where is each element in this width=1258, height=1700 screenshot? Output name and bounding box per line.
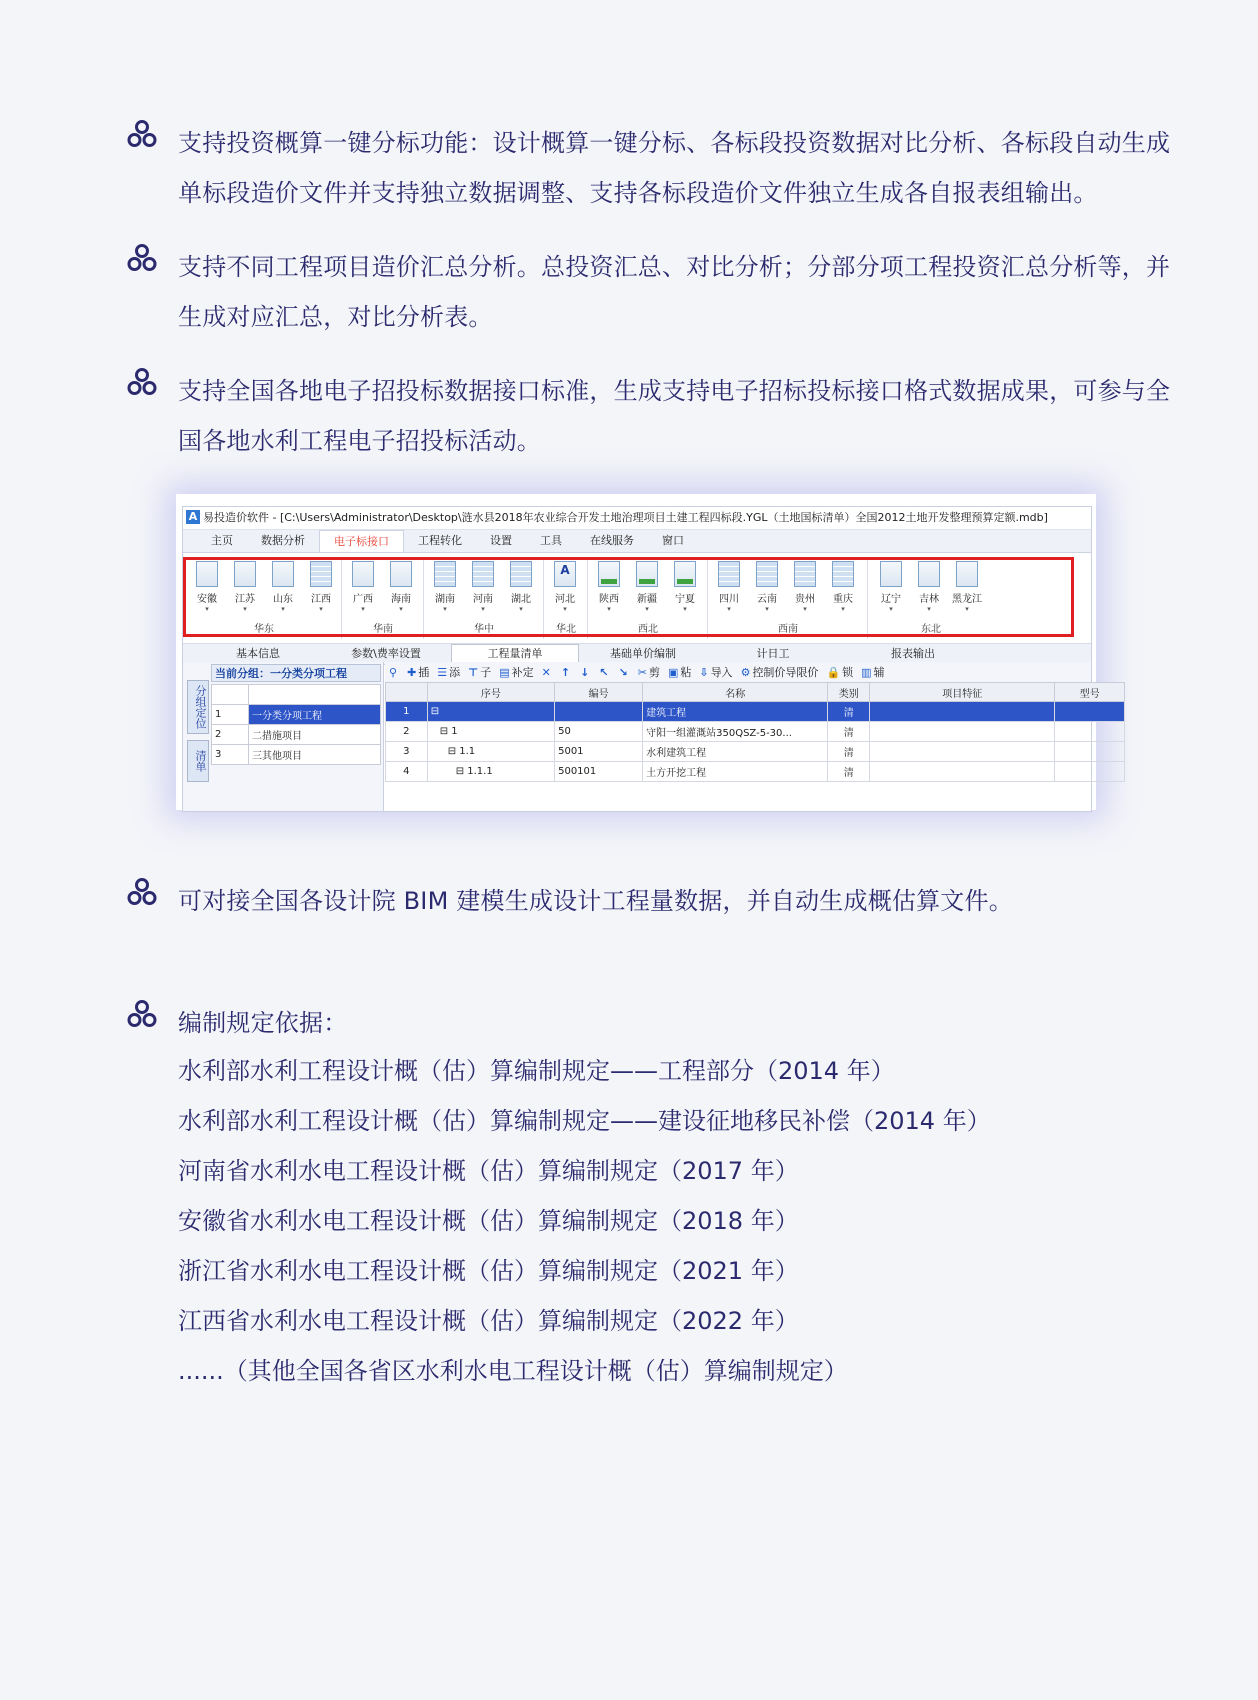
tab-basic-info[interactable]: 基本信息 — [236, 647, 280, 660]
region-button[interactable]: 山东 ▾ — [265, 561, 301, 613]
cluster-icon — [126, 876, 158, 908]
feature-item — [126, 366, 1186, 466]
delete-icon[interactable]: ✕ — [541, 665, 551, 679]
tab-unit-price[interactable]: 基础单价编制 — [610, 647, 676, 660]
feature-item — [126, 876, 1186, 926]
window-title: 易投造价软件 - [C:\Users\Administrator\Desktop\涟水县2018年农业综合开发土地治理项目土建工程四标段.YGL（土地国标清单）全国2012土地开发整理预算定额.mdb] — [203, 511, 1048, 524]
import-button[interactable]: ⇩ 导入 — [699, 666, 733, 679]
cluster-icon — [126, 118, 158, 150]
group-label: 华北 — [556, 624, 576, 635]
tab-group-locate[interactable]: 分组定位 — [187, 680, 209, 734]
feature-text: 可对接全国各设计院 BIM 建模生成设计工程量数据，并自动生成概估算文件。 — [178, 887, 1013, 915]
lock-button[interactable]: 🔒 锁 — [826, 666, 854, 679]
table-row[interactable]: 3 ⊟ 1.1 5001 水利建筑工程 清 — [386, 742, 1125, 762]
region-button[interactable]: 重庆 ▾ — [825, 561, 861, 613]
basis-item: 浙江省水利水电工程设计概（估）算编制规定（2021 年） — [178, 1257, 799, 1285]
menu-window[interactable]: 窗口 — [662, 534, 684, 547]
table-header: 序号 编号 名称 类别 项目特征 型号 — [386, 683, 1125, 702]
cut-button[interactable]: ✂ 剪 — [637, 666, 660, 679]
region-button[interactable]: 新疆 ▾ — [629, 561, 665, 613]
toolbar — [385, 662, 1091, 683]
table-row[interactable]: 3 三其他项目 — [212, 745, 381, 765]
region-button[interactable]: 江苏 ▾ — [227, 561, 263, 613]
menu-online-service[interactable]: 在线服务 — [590, 534, 634, 547]
indent-icon[interactable]: ↘ — [618, 665, 628, 679]
current-group-header: 当前分组：一分类分项工程 — [211, 664, 381, 682]
region-button[interactable]: 江西 ▾ — [303, 561, 339, 613]
child-button[interactable]: ⊤ 子 — [468, 666, 492, 679]
cluster-icon — [126, 242, 158, 274]
table-row[interactable]: 2 ⊟ 1 50 守阳一组灌溉站350QSZ-5-30... 清 — [386, 722, 1125, 742]
table-row[interactable]: 1 ⊟ 建筑工程 清 — [386, 702, 1125, 722]
region-button[interactable]: 广西 ▾ — [345, 561, 381, 613]
table-row[interactable]: 1 一分类分项工程 — [212, 705, 381, 725]
region-button[interactable]: 云南 ▾ — [749, 561, 785, 613]
group-label: 东北 — [921, 624, 941, 635]
basis-item: 安徽省水利水电工程设计概（估）算编制规定（2018 年） — [178, 1207, 799, 1235]
tab-bill-quantities[interactable]: 工程量清单 — [451, 644, 579, 663]
move-down-icon[interactable]: ↓ — [580, 665, 590, 679]
basis-item: 水利部水利工程设计概（估）算编制规定——建设征地移民补偿（2014 年） — [178, 1107, 991, 1135]
menu-e-bid-interface[interactable]: 电子标接口 — [319, 530, 404, 552]
feature-text: 编制规定依据： — [178, 1009, 348, 1037]
region-button[interactable]: 四川 ▾ — [711, 561, 747, 613]
region-button[interactable]: 河南 ▾ — [465, 561, 501, 613]
region-button[interactable]: A 河北 ▾ — [555, 563, 575, 613]
feature-text: 支持投资概算一键分标功能：设计概算一键分标、各标段投资数据对比分析、各标段自动生成单标段造价文件并支持独立数据调整、支持各标段造价文件独立生成各自报表组输出。 — [178, 129, 1171, 207]
menu-project-convert[interactable]: 工程转化 — [418, 534, 462, 547]
group-label: 华南 — [373, 624, 393, 635]
region-button[interactable]: 宁夏 ▾ — [667, 561, 703, 613]
ribbon — [183, 553, 1091, 644]
feature-item — [126, 998, 1186, 1048]
table-row[interactable]: 2 二措施项目 — [212, 725, 381, 745]
menu-bar — [183, 530, 1091, 553]
workspace — [183, 662, 1100, 811]
basis-item: 水利部水利工程设计概（估）算编制规定——工程部分（2014 年） — [178, 1057, 895, 1085]
add-button[interactable]: ☰ 添 — [437, 666, 461, 679]
region-button[interactable]: 湖北 ▾ — [503, 561, 539, 613]
group-panel — [183, 662, 384, 811]
feature-item — [126, 242, 1186, 342]
region-button[interactable]: 黑龙江 ▾ — [949, 561, 985, 613]
text-a-icon: A — [554, 561, 576, 587]
region-button[interactable]: 安徽 ▾ — [189, 561, 225, 613]
insert-button[interactable]: ✚ 插 — [407, 666, 430, 679]
menu-data-analysis[interactable]: 数据分析 — [261, 534, 305, 547]
price-limit-button[interactable]: ⚙ 控制价导限价 — [740, 666, 819, 679]
highlight-frame — [183, 557, 1074, 637]
region-button[interactable]: 湖南 ▾ — [427, 561, 463, 613]
region-button[interactable]: 贵州 ▾ — [787, 561, 823, 613]
cluster-icon — [126, 366, 158, 398]
menu-home[interactable]: 主页 — [211, 534, 233, 547]
region-button[interactable]: 陕西 ▾ — [591, 561, 627, 613]
tab-daywork[interactable]: 计日工 — [756, 647, 790, 660]
window-title-bar — [183, 507, 1091, 530]
outdent-icon[interactable]: ↖ — [599, 665, 609, 679]
basis-item: 江西省水利水电工程设计概（估）算编制规定（2022 年） — [178, 1307, 799, 1335]
region-button[interactable]: 辽宁 ▾ — [873, 561, 909, 613]
tab-report-output[interactable]: 报表输出 — [891, 647, 935, 660]
group-table — [211, 684, 381, 765]
region-button[interactable]: 吉林 ▾ — [911, 561, 947, 613]
group-label: 华东 — [254, 624, 274, 635]
feature-text: 支持不同工程项目造价汇总分析。总投资汇总、对比分析；分部分项工程投资汇总分析等，并生成对应汇总，对比分析表。 — [178, 253, 1171, 331]
menu-tools[interactable]: 工具 — [540, 534, 562, 547]
basis-item: ......（其他全国各省区水利水电工程设计概（估）算编制规定） — [178, 1357, 848, 1385]
feature-item — [126, 118, 1186, 218]
group-label: 华中 — [474, 624, 494, 635]
tab-bill-list[interactable]: 清单 — [187, 740, 209, 782]
group-label: 西南 — [778, 624, 798, 635]
basis-item: 河南省水利水电工程设计概（估）算编制规定（2017 年） — [178, 1157, 799, 1185]
software-screenshot — [176, 494, 1100, 810]
feature-text: 支持全国各地电子招投标数据接口标准，生成支持电子招标投标接口格式数据成果，可参与全国各地水利工程电子招投标活动。 — [178, 377, 1171, 455]
group-label: 西北 — [638, 624, 658, 635]
filter-button[interactable]: ⚲ — [389, 665, 398, 679]
cluster-icon — [126, 998, 158, 1030]
move-up-icon[interactable]: ↑ — [560, 665, 571, 679]
table-row[interactable]: 4 ⊟ 1.1.1 500101 土方开挖工程 清 — [386, 762, 1125, 782]
bill-panel — [385, 662, 1100, 811]
aux-button[interactable]: ▥ 辅 — [861, 666, 885, 679]
paste-button[interactable]: ▣ 粘 — [667, 666, 692, 679]
supplement-button[interactable]: ▤ 补定 — [499, 666, 534, 679]
app-window — [182, 506, 1100, 812]
tab-rate-settings[interactable]: 参数\费率设置 — [351, 647, 421, 660]
app-logo-icon: A — [186, 510, 200, 524]
bill-table — [385, 682, 1125, 782]
menu-settings[interactable]: 设置 — [490, 534, 512, 547]
region-button[interactable]: 海南 ▾ — [383, 561, 419, 613]
